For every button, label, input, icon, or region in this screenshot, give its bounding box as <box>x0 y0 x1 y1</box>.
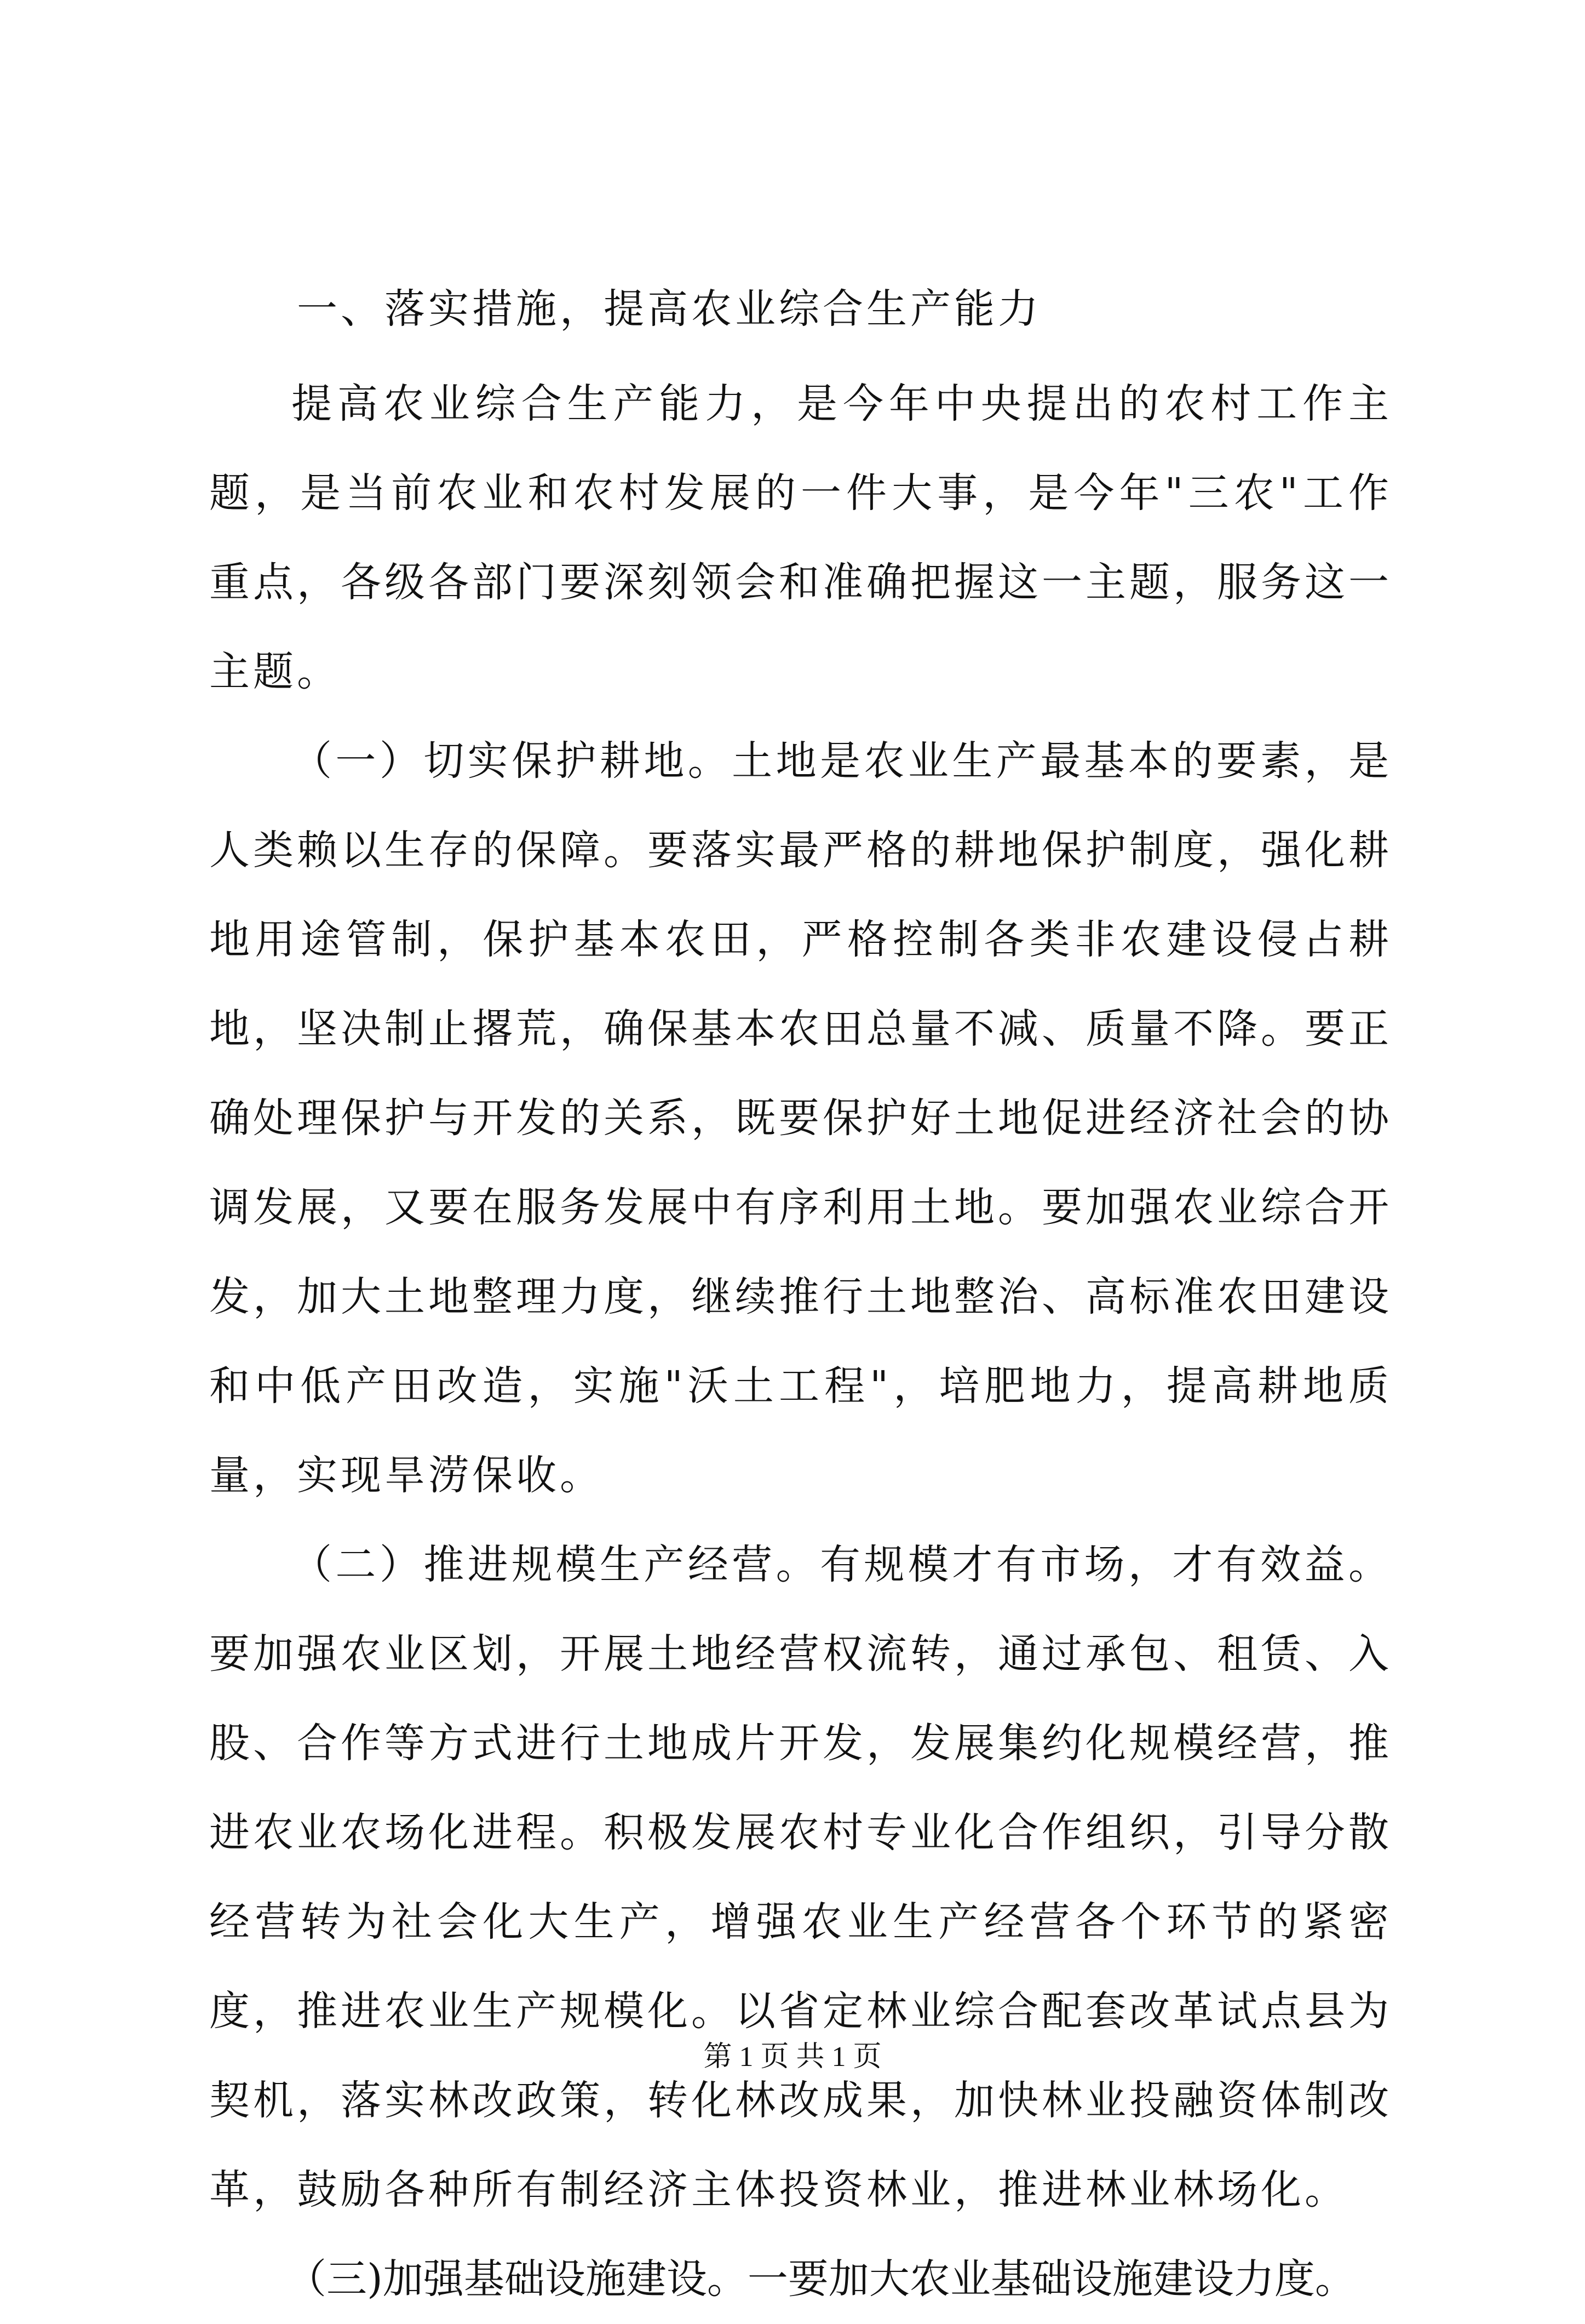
paragraph-scale-operation: （二）推进规模生产经营。有规模才有市场，才有效益。要加强农业区划，开展土地经营权流转，通过承包、租赁、入股、合作等方式进行土地成片开发，发展集约化规模经营，推进农业农场化进程。积极发展农村专业化合作组织，引导分散经营转为社会化大生产，增强农业生产经营各个环节的紧密度，推进农业生产规模化。以省定林业综合配套改革试点县为契机，落实林改政策，转化林改成果，加快林业投融资体制改革，鼓励各种所有制经济主体投资林业，推进林业林场化。 <box>209 1541 1392 2213</box>
page-footer: 第 1 页 共 1 页 <box>703 2041 882 2073</box>
section-heading: 一、落实措施，提高农业综合生产能力 <box>297 285 1042 333</box>
paragraph-protect-farmland: （一）切实保护耕地。土地是农业生产最基本的要素，是人类赖以生存的保障。要落实最严格的耕地保护制度，强化耕地用途管制，保护基本农田，严格控制各类非农建设侵占耕地，坚决制止撂荒，确保基本农田总量不减、质量不降。要正确处理保护与开发的关系，既要保护好土地促进经济社会的协调发展，又要在服务发展中有序利用土地。要加强农业综合开发，加大土地整理力度，继续推行土地整治、高标准农田建设和中低产田改造，实施"沃土工程"，培肥地力，提高耕地质量，实现旱涝保收。 <box>209 737 1392 1499</box>
intro-paragraph: 提高农业综合生产能力，是今年中央提出的农村工作主题，是当前农业和农村发展的一件大事，是今年"三农"工作重点，各级各部门要深刻领会和准确把握这一主题，服务这一主题。 <box>209 380 1392 695</box>
paragraph-infrastructure: （三)加强基础设施建设。一要加大农业基础设施建设力度。 <box>286 2256 1356 2303</box>
document-body <box>209 285 1392 2324</box>
